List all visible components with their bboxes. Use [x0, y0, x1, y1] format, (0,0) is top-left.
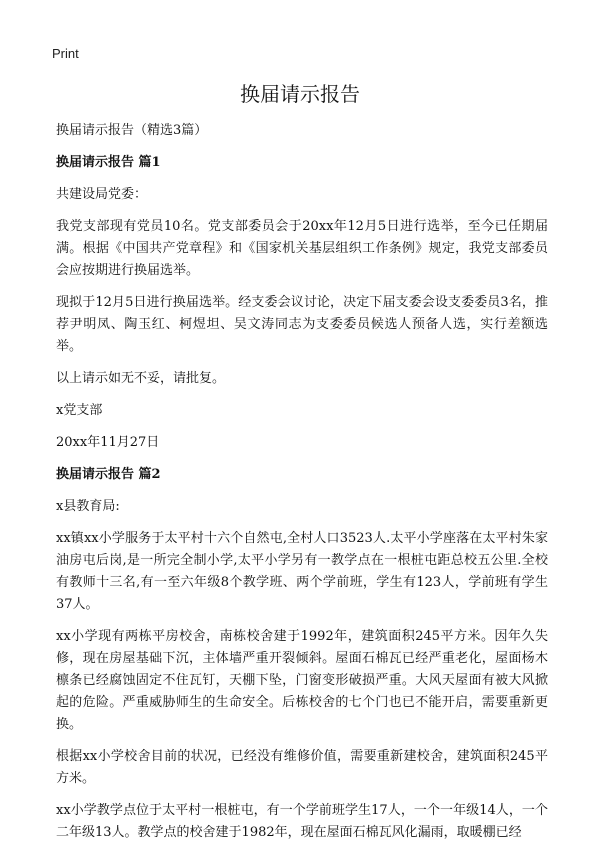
- document-subtitle: 换届请示报告（精选3篇）: [56, 123, 208, 138]
- paragraph: 以上请示如无不妥，请批复。: [56, 371, 226, 386]
- print-link[interactable]: Print: [52, 46, 79, 61]
- section-heading-2: 换届请示报告 篇2: [56, 467, 161, 482]
- salutation: 共建设局党委：: [56, 187, 148, 202]
- document-body: [56, 120, 548, 854]
- salutation: x县教育局:: [56, 499, 120, 514]
- paragraph: xx小学教学点位于太平村一根桩屯，有一个学前班学生17人，一个一年级14人，一个二年级13人。教学点的校舍建于1982年，现在屋面石棉瓦风化漏雨，取暖棚已经: [56, 803, 548, 840]
- paragraph: 根据xx小学校舍目前的状况，已经没有维修价值，需要重新建校舍，建筑面积245平方米。: [56, 749, 548, 786]
- paragraph: 现拟于12月5日进行换届选举。经支委会议讨论，决定下届支委会设支委委员3名，推荐尹明凤、陶玉红、柯煜坦、吴文涛同志为支委委员候选人预备人选，实行差额选举。: [56, 295, 548, 354]
- page-title: 换届请示报告: [240, 82, 360, 106]
- paragraph: xx镇xx小学服务于太平村十六个自然屯,全村人口3523人.太平小学座落在太平村朱家油房屯后岗,是一所完全制小学,太平小学另有一教学点在一根桩屯距总校五公里.全校有教师十三名,有一至六年级8个教学班、两个学前班，学生有123人，学前班有学生37人。: [56, 531, 548, 612]
- paragraph: 我党支部现有党员10名。党支部委员会于20xx年12月5日进行选举，至今已任期届满。根据《中国共产党章程》和《国家机关基层组织工作条例》规定，我党支部委员会应按期进行换届选举。: [56, 219, 548, 278]
- section-heading-1: 换届请示报告 篇1: [56, 155, 161, 170]
- signature: x党支部: [56, 403, 103, 418]
- paragraph: xx小学现有两栋平房校舍，南栋校舍建于1992年，建筑面积245平方米。因年久失修，现在房屋基础下沉，主体墙严重开裂倾斜。屋面石棉瓦已经严重老化，屋面杨木檩条已经腐蚀固定不住瓦钉，天棚下坠，门窗变形破损严重。大风天屋面有被大风掀起的危险。严重威胁师生的生命安全。后栋校舍的七个门也已不能开启，需要重新更换。: [56, 629, 548, 732]
- date: 20xx年11月27日: [56, 435, 160, 450]
